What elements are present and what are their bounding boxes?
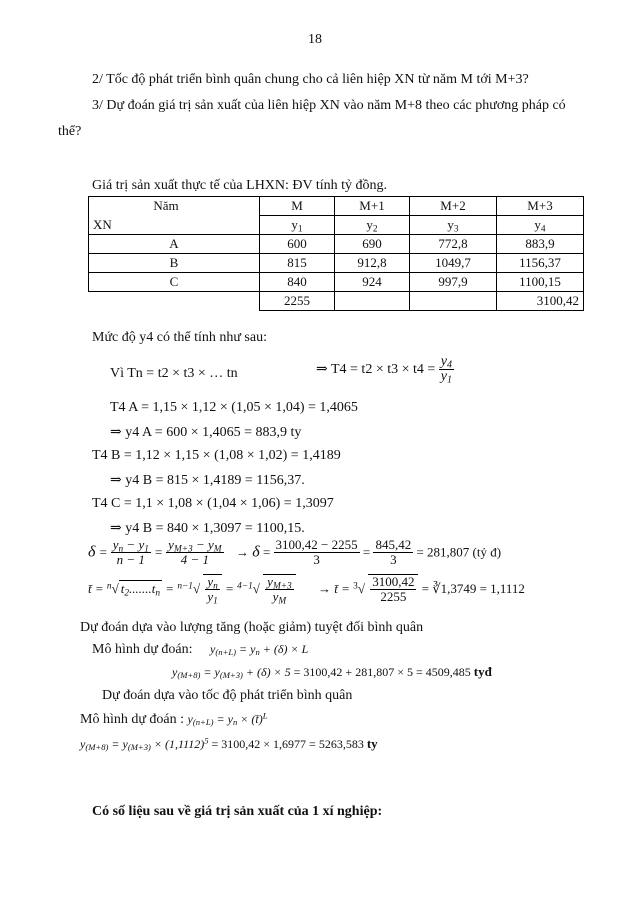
question-3-line-1: 3/ Dự đoán giá trị sản xuất của liên hiệp XN vào năm M+8 theo các phương pháp có <box>92 98 566 113</box>
table-cell: 3100,42 <box>497 292 584 311</box>
table-cell: A <box>89 235 260 254</box>
model-2-unit: ty <box>366 736 378 751</box>
table-cell: 690 <box>335 235 410 254</box>
model-2-calc: $y_{(M+8)} = y_{(M+3)} \times (1,1112)^5 = 3100,42 \times 1,6977 = 5263,583$ ty <box>80 735 378 753</box>
header-col-3: M+2 <box>410 197 497 216</box>
question-3-line-2: thể? <box>58 124 82 139</box>
row-label: XN <box>93 216 112 232</box>
table-cell: 815 <box>260 254 335 273</box>
tbar-formula-numeric: → t̄ = $^3$√ $\frac{3100,42}{2255}$ = ∛1,3749 = 1,1112 <box>318 574 525 604</box>
model-2: Mô hình dự đoán : $y_{(n+L)} = y_n$ × (t̄)$^L$ <box>80 710 268 728</box>
table-caption: Giá trị sản xuất thực tế của LHXN: ĐV tính tỷ đồng. <box>92 178 388 193</box>
table-header-row <box>89 197 584 216</box>
header-col-4: M+3 <box>497 197 584 216</box>
delta-formula-numeric: → δ = $\frac{3100,42 - 2255}{3}$ = $\frac{845,42}{3}$ = 281,807 (tỷ đ) <box>236 537 502 567</box>
row-label-cell <box>89 216 260 235</box>
table-cell: 840 <box>260 273 335 292</box>
table-cell: 772,8 <box>410 235 497 254</box>
y4a-line: ⇒ y4 A = 600 × 1,4065 = 883,9 ty <box>110 425 302 440</box>
header-col-1: M <box>260 197 335 216</box>
calc-intro: Mức độ y4 có thể tính như sau: <box>92 330 267 345</box>
delta-result: = 281,807 (tỷ đ) <box>416 544 502 560</box>
model-1-unit: tyđ <box>473 664 492 679</box>
table-cell: 1100,15 <box>497 273 584 292</box>
table-cell: 600 <box>260 235 335 254</box>
since-formula <box>110 366 238 382</box>
delta-formula-general: δ = $\frac{y_n - y_1}{n - 1}$ = $\frac{y_{M+3} - y_M}{4 - 1}$ <box>88 537 222 567</box>
y4b-line: ⇒ y4 B = 815 × 1,4189 = 1156,37. <box>110 473 305 488</box>
question-2: 2/ Tốc độ phát triển bình quân chung cho cả liên hiệp XN từ năm M tới M+3? <box>92 72 529 87</box>
footer-heading: Có số liệu sau về giá trị sản xuất của 1 xí nghiệp: <box>92 804 383 819</box>
table-row <box>89 235 584 254</box>
t4b-line: T4 B = 1,12 × 1,15 × (1,08 × 1,02) = 1,4189 <box>92 448 341 463</box>
table-row <box>89 273 584 292</box>
table-symbol-row <box>89 216 584 235</box>
forecast-heading-2: Dự đoán dựa vào tốc độ phát triển bình quân <box>102 688 353 703</box>
model-2-label: Mô hình dự đoán : <box>80 712 185 727</box>
page-number: 18 <box>308 32 322 47</box>
table-cell: 1156,37 <box>497 254 584 273</box>
tbar-formula-general: t̄ = $^n$√ $t_2.......t_n = ^{n-1}√$ $\frac{y_n}{y_1}$ = $^{4-1}$√ $\frac{y_{M+3}}{y_M}$ <box>88 574 296 604</box>
table-row <box>89 254 584 273</box>
symbol-cell: $y_1$ <box>260 216 335 235</box>
symbol-cell: $y_3$ <box>410 216 497 235</box>
y4c-line: ⇒ y4 B = 840 × 1,3097 = 1100,15. <box>110 521 305 536</box>
model-1-label: Mô hình dự đoán: <box>92 642 193 657</box>
symbol-cell: $y_2$ <box>335 216 410 235</box>
table-cell: 1049,7 <box>410 254 497 273</box>
header-year-cell <box>89 197 260 216</box>
table-cell <box>335 292 410 311</box>
implies-formula <box>316 355 454 384</box>
table-cell <box>410 292 497 311</box>
table-cell: B <box>89 254 260 273</box>
model-2-equation: = 3100,42 × 1,6977 = 5263,583 <box>211 737 364 751</box>
model-1: Mô hình dự đoán: $y_{(n+L)} = y_n + (\delta) \times L$ <box>92 642 309 658</box>
table-cell: C <box>89 273 260 292</box>
table-cell: 912,8 <box>335 254 410 273</box>
table-cell: 924 <box>335 273 410 292</box>
table-cell: 883,9 <box>497 235 584 254</box>
y4-over-y1-fraction: $\frac{y_4}{y_1}$ <box>440 354 453 386</box>
model-1-equation: = 3100,42 + 281,807 × 5 = 4509,485 <box>293 665 471 679</box>
tbar-result: = ∛1,3749 = 1,1112 <box>421 581 525 596</box>
table-cell: 997,9 <box>410 273 497 292</box>
header-col-2: M+1 <box>335 197 410 216</box>
symbol-cell: $y_4$ <box>497 216 584 235</box>
t4a-line: T4 A = 1,15 × 1,12 × (1,05 × 1,04) = 1,4065 <box>110 400 358 415</box>
t4c-line: T4 C = 1,1 × 1,08 × (1,04 × 1,06) = 1,3097 <box>92 496 334 511</box>
model-1-calc: $y_{(M+8)} = y_{(M+3)} + (\delta) \times 5 = 3100,42 + 281,807 \times 5 = 4509,485$ tyđ <box>172 664 492 681</box>
forecast-heading-1: Dự đoán dựa vào lượng tăng (hoặc giảm) tuyệt đối bình quân <box>80 620 424 635</box>
table-cell: 2255 <box>260 292 335 311</box>
table-row-total <box>89 292 584 311</box>
production-table <box>88 196 584 311</box>
since-text: Vì Tn = t2 × t3 × … tn <box>110 366 238 381</box>
table-cell-empty <box>89 292 260 311</box>
implies-text: ⇒ T4 = t2 × t3 × t4 = <box>316 362 436 377</box>
header-year-label: Năm <box>153 198 179 214</box>
